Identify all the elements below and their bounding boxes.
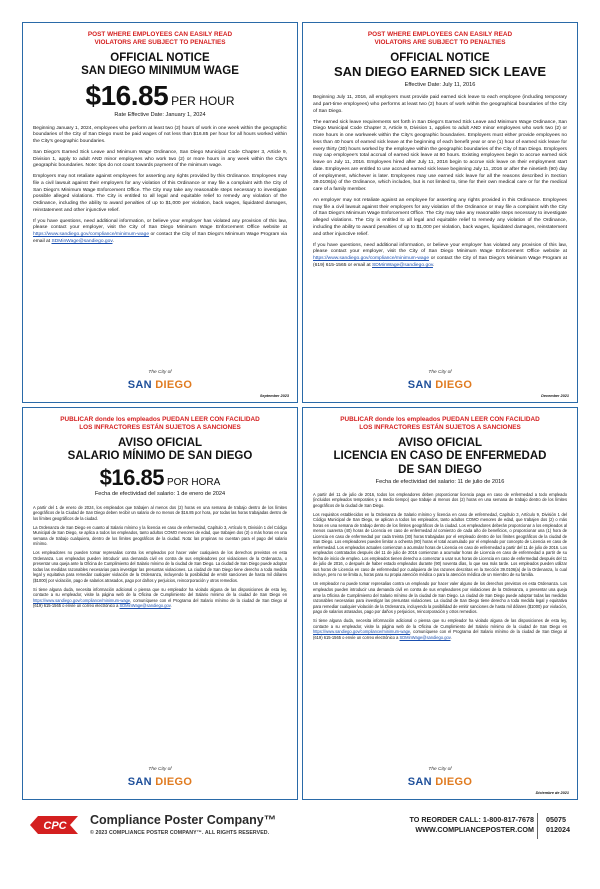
paragraph: La Ordenanza de San Diego en cuanto al Salario mínimo y la licencia en caso de enfermedad, Capítulo 3, Artículo 9, División 1 del Código Municipal de San Diego, se aplica a todos los empleados, tanto adultos COMO menores de edad, que trabajen dos (2) o más horas en una semana de trabajo cualquiera, dentro de los límites geográficos de la ciudad. Nota: las propinas no cuentan para el pago del salario mínimo.	[33, 524, 287, 547]
reorder-phone: TO REORDER CALL: 1-800-817-7678	[409, 815, 534, 824]
posting-warning	[33, 416, 287, 433]
notice-body	[313, 492, 567, 640]
official-notice-heading: OFFICIAL NOTICE	[390, 51, 490, 64]
wage-amount: $16.85	[99, 464, 164, 490]
wage-rate	[33, 464, 287, 490]
reorder-info	[410, 815, 535, 834]
poster-codes	[546, 815, 570, 834]
panel-sick-leave-english	[302, 22, 578, 403]
cpc-logo-icon	[26, 813, 82, 837]
notice-body	[33, 126, 287, 246]
panel-minimum-wage-english	[22, 22, 298, 403]
effective-date: Fecha de efectividad del salario: 11 de julio de 2016	[375, 478, 505, 485]
panel-minimum-wage-spanish	[22, 407, 298, 800]
posting-warning	[313, 416, 567, 433]
paragraph: Beginning January 1, 2024, employees who perform at least two (2) hours of work in one week within the geographic boundaries of the City of San Diego must be paid wages of not less than $16.85 per hour for all hours worked within the City's geographic boundaries.	[33, 125, 287, 145]
revision-code: 012024	[546, 824, 570, 834]
warning-line-2: LOS INFRACTORES ESTÁN SUJETOS A SANCIONES	[359, 424, 521, 432]
minimum-wage-link[interactable]: https://www.sandiego.gov/compliance/minimum-wage	[313, 256, 430, 262]
paragraph: Beginning July 11, 2016, all employers must provide paid earned sick leave to each employee (including temporary and part-time employees) who performs at least two (2) hours of work within the geographical boundaries of the City of San Diego.	[313, 95, 567, 114]
city-logo: The City of SAN DIEGO	[407, 370, 473, 391]
warning-line-2: VIOLATORS ARE SUBJECT TO PENALTIES	[94, 39, 226, 47]
effective-date: Fecha de efectividad del salario: 1 de enero de 2024	[94, 490, 226, 497]
panel-sick-leave-spanish	[302, 407, 578, 800]
notice-title: SAN DIEGO MINIMUM WAGE	[81, 65, 239, 78]
email-link[interactable]: SDMinWage@sandiego.gov	[119, 603, 171, 609]
paragraph: Los requisitos establecidos en la Ordenanza de Salario mínimo y licencia en caso de enfermedad, Capítulo 3, Artículo 9, División 1 del Código Municipal de San Diego, se aplican a todos los empleados, tanto adultos COMO menores de edad, que trabajen dos (2) o más horas en una semana de trabajo dentro de los límites geográficos de la ciudad. Los empleadores deberán proporcionar a los empleados al menos cuarenta (40) horas de Licencia en caso de enfermedad al comienzo de cada año de beneficios, o proporcionar una (1) hora de Licencia en caso de enfermedad por cada treinta (30) horas trabajadas por el empleado dentro de los límites geográficos de la ciudad de San Diego. Los empleadores pueden limitar a ochenta (80) horas el total acumulado por el empleado por concepto de Licencia en caso de enfermedad. Los empleados actuales comienzan a acumular horas de Licencia en caso de enfermedad a partir del 11 de julio de 2016. Los empleados contratados después del 11 de julio de 2016 comienzan a acumular horas de Licencia en caso de enfermedad a partir de su fecha de inicio de empleo. Los empleados tienen derecho a comenzar a usar sus horas de Licencia en caso de enfermedad después del 11 de julio de 2016, o después de haber estado empleados durante (90) noventa días, lo que sea más tarde. Los empleados pueden utilizar sus horas de Licencia en caso de enfermedad por cualquiera de las razones descritas en la Sección 39.0106(a) de la Ordenanza, lo cual incluye, pero no se limita a, horas para su propia atención médica o para la atención médica de un miembro de su familia.	[313, 511, 567, 578]
email-link[interactable]: SDMinWage@sandiego.gov	[372, 262, 433, 268]
svg-text:CPC: CPC	[43, 820, 67, 832]
product-code: 05075	[546, 815, 567, 824]
copyright: © 2023 COMPLIANCE POSTER COMPANY™. ALL RIGHTS RESERVED.	[90, 830, 270, 836]
contact-paragraph: Si tiene alguna duda, necesita información adicional o piensa que su empleador ha violado alguna de las disposiciones de esta ley, contacte a su empleador, visite la página web de la Oficina de Cumplimiento del Salario mínimo de la ciudad de San Diego en https://www.sandiego.gov/compliance/minimum-wage, comuníquese con el Programa del Salario mínimo de la ciudad de San Diego al (619) 615-1565 o envíe un correo electrónico a SDMinWage@sandiego.gov.	[33, 586, 287, 609]
paragraph: The earned sick leave requirements set forth in San Diego's Earned Sick Leave and Minimum Wage Ordinance, San Diego Municipal Code Chapter 3, Article 9, Division 1, applies to adult AND minor employees who work two (2) or more hours in one workweek within the City's geographic boundaries. Employers must either provide employees no less than 40 hours of earned sick leave at the beginning of each benefit year or one (1) hour of earned sick leave for every thirty (30) hours worked by the employee within the geographic boundaries of the City of San Diego. Employers may cap employee's total accrual of earned sick leave at 80 hours. Existing employees begin to accrue earned sick leave on July 11, 2016. Employees hired after July 11, 2016 begin to accrue sick leave on their employment start date. Employees are entitled to use accrued earned sick leave beginning July 11, 2016 or after the ninetieth (90) day of employment, whichever is later. Employees may use earned sick leave for all the reasons described in Section 39.0106(a) of the Ordinance, which includes, but is not limited to, time for their own medical care or for the medical care of a family member.	[313, 119, 567, 193]
poster	[22, 22, 578, 800]
contact-paragraph: If you have questions, need additional information, or believe your employer has violated any provision of this law, please contact your employer, visit the City of San Diego Minimum Wage Enforcement Office website at https://www.sandiego.gov/compliance/minimum-wage or contact the City of San Diego's Minimum Wage Program at (619) 615-1565 or email at SDMinWage@sandiego.gov.	[313, 242, 567, 268]
minimum-wage-link[interactable]: https://www.sandiego.gov/compliance/minimum-wage	[33, 597, 131, 603]
wage-amount: $16.85	[85, 79, 169, 111]
notice-title: LICENCIA EN CASO DE ENFERMEDAD DE SAN DIEGO	[333, 450, 547, 476]
paragraph: A partir del 1 de enero de 2024, los empleados que trabajen al menos dos (2) horas en una semana de trabajo dentro de los límites geográficos de la Ciudad de San Diego deben recibir un salario de no menos de $16.85 por hora, por todas las horas trabajadas dentro de los límites geográficos de la ciudad.	[33, 504, 287, 521]
effective-date: Rate Effective Date: January 1, 2024	[114, 111, 206, 118]
wage-unit: PER HOUR	[171, 93, 235, 108]
warning-line-1: POST WHERE EMPLOYEES CAN EASILY READ	[367, 31, 513, 38]
minimum-wage-link[interactable]: https://www.sandiego.gov/compliance/minimum-wage	[33, 232, 150, 238]
wage-unit: POR HORA	[166, 476, 221, 488]
warning-line-2: LOS INFRACTORES ESTÁN SUJETOS A SANCIONES	[79, 424, 241, 432]
notice-body	[313, 95, 567, 269]
email-link[interactable]: SDMinWage@sandiego.gov	[51, 239, 113, 244]
revision-date: December 2021	[541, 394, 569, 398]
revision-date: Diciembre de 2021	[535, 791, 569, 795]
warning-line-1: PUBLICAR donde los empleados PUEDAN LEER CON FACILIDAD	[340, 416, 540, 423]
website-link[interactable]: WWW.COMPLIANCEPOSTER.COM	[415, 824, 534, 834]
posting-warning	[313, 31, 567, 48]
notice-body	[33, 505, 287, 609]
effective-date: Effective Date: July 11, 2016	[404, 82, 476, 89]
email-link[interactable]: SDMinWage@sandiego.gov	[399, 634, 451, 640]
paragraph: An employer may not retaliate against an employee for asserting any rights provided in this Ordinance. Employees may file a civil lawsuit against their employers for any violation of the Ordinance or may file a complaint with the City of San Diego's Minimum Wage Enforcement Office. The City may take any reasonable steps necessary to investigate alleged violations. The City is entitled to all legal and equitable relief to remedy any violation of the Ordinance, including the ability to award penalties of up to $1,000 per violation, back wages, liquidated damages, reinstatement and other injunctive relief.	[313, 197, 567, 237]
city-logo: The City of SAN DIEGO	[127, 370, 193, 391]
contact-paragraph: Si tiene alguna duda, necesita información adicional o piensa que su empleador ha violado alguna de las disposiciones de esta ley, contacte a su empleador, visite la página web de la Oficina de Cumplimiento del Salario mínimo de la ciudad de San Diego en https://www.sandiego.gov/compliance/minimum-wage, comuníquese con el Programa del Salario mínimo de la ciudad de San Diego al (619) 615-1565 o envíe un correo electrónico a SDMinWage@sandiego.gov.	[313, 618, 567, 640]
warning-line-2: VIOLATORS ARE SUBJECT TO PENALTIES	[374, 39, 506, 47]
official-notice-heading: AVISO OFICIAL	[397, 436, 483, 449]
paragraph: San Diego's Earned Sick Leave and Minimum Wage Ordinance, San Diego Municipal Code Chapter 3, Article 9, Division 1, apply to adult AND minor employees who work two (2) or more hours in any week within the City's geographic boundaries. Note: tips do not count towards payment of the minimum wage.	[33, 149, 287, 169]
paragraph: A partir del 11 de julio de 2016, todos los empleadores deben proporcionar licencia paga en caso de enfermedad a todo empleado (incluidos empleados temporales y a medio tiempo) que trabaje al menos dos (2) horas en una semana de trabajo dentro de los límites geográficos de la ciudad de San Diego.	[313, 491, 567, 508]
notice-title: SALARIO MÍNIMO DE SAN DIEGO	[67, 450, 253, 463]
posting-warning	[33, 31, 287, 48]
paragraph: Employers may not retaliate against employees for asserting any rights provided by this Ordinance. Employees may file a civil lawsuit against their employers for any violation of this Ordinance or may file a complaint with the City of San Diego's Minimum Wage Enforcement Office. The City may take any reasonable steps necessary to investigate possible alleged violations. The City is entitled to all legal and equitable relief to remedy any violation of the Ordinance, including the ability to award penalties of up to $1,000 per violation, back wages, liquidated damages, reinstatement and other injunctive relief.	[33, 174, 287, 213]
official-notice-heading: AVISO OFICIAL	[117, 436, 203, 449]
city-logo: The City of SAN DIEGO	[407, 767, 473, 788]
warning-line-1: POST WHERE EMPLOYEES CAN EASILY READ	[87, 31, 233, 38]
wage-rate	[33, 79, 287, 111]
revision-date: September 2023	[259, 394, 289, 398]
minimum-wage-link[interactable]: https://www.sandiego.gov/compliance/minimum-wage	[313, 629, 411, 635]
warning-line-1: PUBLICAR donde los empleados PUEDAN LEER CON FACILIDAD	[60, 416, 260, 423]
contact-paragraph: If you have questions, need additional information, or believe your employer has violated any provision of this law, please contact your employer, visit the City of San Diego Minimum Wage Enforcement Office website at https://www.sandiego.gov/compliance/minimum-wage or contact the City of San Diego's Minimum Wage Program via email at SDMinWage@sandiego.gov.	[33, 218, 287, 244]
company-name: Compliance Poster Company™	[90, 813, 277, 827]
paragraph: Un empleador no puede tomar represalias contra un empleado por hacer valer alguno de los derechos previstos en esta Ordenanza. Los empleados pueden introducir una demanda civil en contra de sus empleadores por violaciones de la Ordenanza, o presentar una queja ante la Oficina de Cumplimiento del Salario mínimo de la ciudad de San Diego. La ciudad de San Diego puede adoptar todas las medidas razonables necesarias para investigar las presuntas violaciones. La ciudad de San Diego tiene derecho a toda medida legal y equitativa para remediar cualquier violación de la Ordenanza, incluyendo la posibilidad de emitir sanciones de hasta mil dólares ($1000) por violación, pago de salarios atrasados, pago por daños y perjuicios, reincorporación y otros remedios.	[313, 581, 567, 615]
city-logo: The City of SAN DIEGO	[127, 767, 193, 788]
notice-title: SAN DIEGO EARNED SICK LEAVE	[333, 64, 547, 80]
footer	[0, 807, 600, 887]
divider	[537, 813, 538, 839]
official-notice-heading: OFFICIAL NOTICE	[110, 51, 210, 64]
paragraph: Los empleadores no pueden tomar represalias contra los empleados por hacer valer cualquiera de los derechos previstos en esta Ordenanza. Los empleados pueden introducir una demanda civil en contra de sus empleadores por violaciones de la Ordenanza, o presentar una queja ante la Oficina de Cumplimiento del Salario mínimo de la ciudad de San Diego. La ciudad de San Diego puede adoptar todas las medidas razonables necesarias para investigar las presuntas violaciones. La ciudad de San Diego tiene derecho a toda medida legal y equitativa para remediar cualquier violación de la Ordenanza, incluyendo la posibilidad de emitir sanciones de hasta mil dólares ($1000) por violación, pago de salarios atrasados, pago por daños y perjuicios, reincorporación y otros remedios.	[33, 550, 287, 583]
